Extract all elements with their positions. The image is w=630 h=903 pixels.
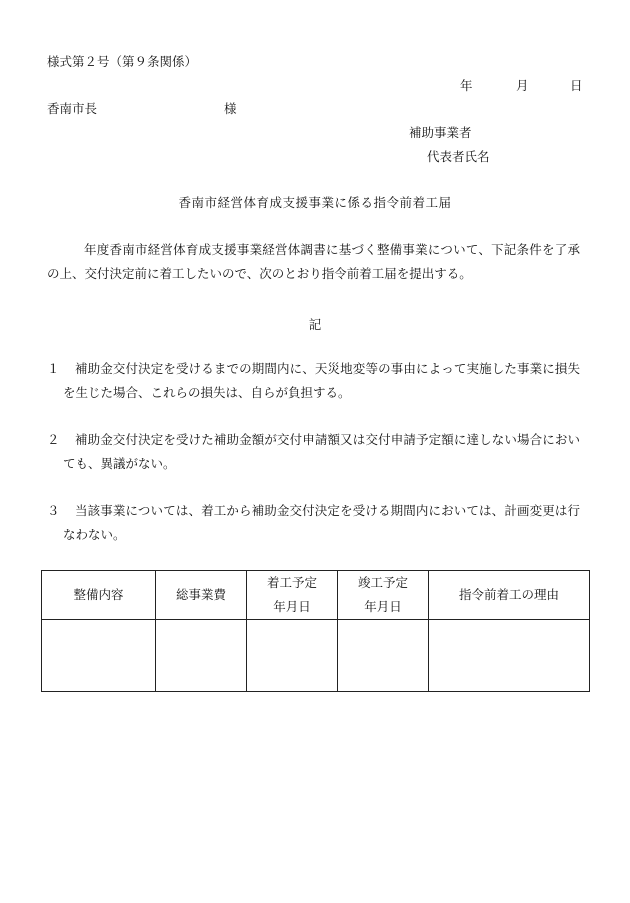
header-line: 年月日 bbox=[273, 599, 311, 614]
recipient-honorific: 様 bbox=[224, 101, 237, 116]
header-completion-date bbox=[338, 571, 429, 620]
condition-number: ２ bbox=[47, 432, 60, 447]
header-line: 指令前着工の理由 bbox=[458, 587, 559, 602]
cell-completion-date[interactable] bbox=[338, 620, 429, 692]
cell-start-date[interactable] bbox=[247, 620, 338, 692]
header-line: 総事業費 bbox=[175, 587, 226, 602]
condition-text: 補助金交付決定を受けるまでの期間内に、天災地変等の事由によって実施した事業に損失を生じた場合、これらの損失は、自らが負担する。 bbox=[63, 361, 580, 400]
date-month-label: 月 bbox=[516, 78, 529, 93]
header-line: 年月日 bbox=[364, 599, 402, 614]
table-header-row bbox=[42, 571, 590, 620]
condition-item bbox=[47, 428, 580, 476]
form-number: 様式第２号（第９条関係） bbox=[47, 54, 198, 69]
header-total-cost bbox=[156, 571, 247, 620]
date-year-label: 年 bbox=[460, 78, 473, 93]
cell-reason[interactable] bbox=[429, 620, 590, 692]
intro-paragraph: 年度香南市経営体育成支援事業経営体調書に基づく整備事業について、下記条件を了承の上、交付決定前に着工したいので、次のとおり指令前着工届を提出する。 bbox=[47, 242, 580, 281]
document-title: 香南市経営体育成支援事業に係る指令前着工届 bbox=[178, 195, 452, 210]
header-line: 竣工予定 bbox=[357, 575, 408, 590]
header-maintenance-content bbox=[42, 571, 156, 620]
table-row bbox=[42, 620, 590, 692]
ki-heading: 記 bbox=[308, 317, 322, 332]
date-day-label: 日 bbox=[570, 78, 583, 93]
condition-number: １ bbox=[47, 361, 60, 376]
condition-text: 当該事業については、着工から補助金交付決定を受ける期間内においては、計画変更は行なわない。 bbox=[63, 503, 580, 542]
condition-number: ３ bbox=[47, 503, 60, 518]
cell-total-cost[interactable] bbox=[156, 620, 247, 692]
condition-text: 補助金交付決定を受けた補助金額が交付申請額又は交付申請予定額に達しない場合においても、異議がない。 bbox=[63, 432, 580, 471]
construction-details-table bbox=[41, 570, 590, 692]
cell-maintenance-content[interactable] bbox=[42, 620, 156, 692]
header-start-date bbox=[247, 571, 338, 620]
header-line: 着工予定 bbox=[266, 575, 317, 590]
applicant-label: 補助事業者 bbox=[409, 125, 472, 140]
header-line: 整備内容 bbox=[73, 587, 124, 602]
representative-label: 代表者氏名 bbox=[427, 149, 490, 164]
recipient-name: 香南市長 bbox=[47, 101, 98, 116]
condition-item bbox=[47, 357, 580, 405]
condition-item bbox=[47, 499, 580, 547]
header-reason bbox=[429, 571, 590, 620]
